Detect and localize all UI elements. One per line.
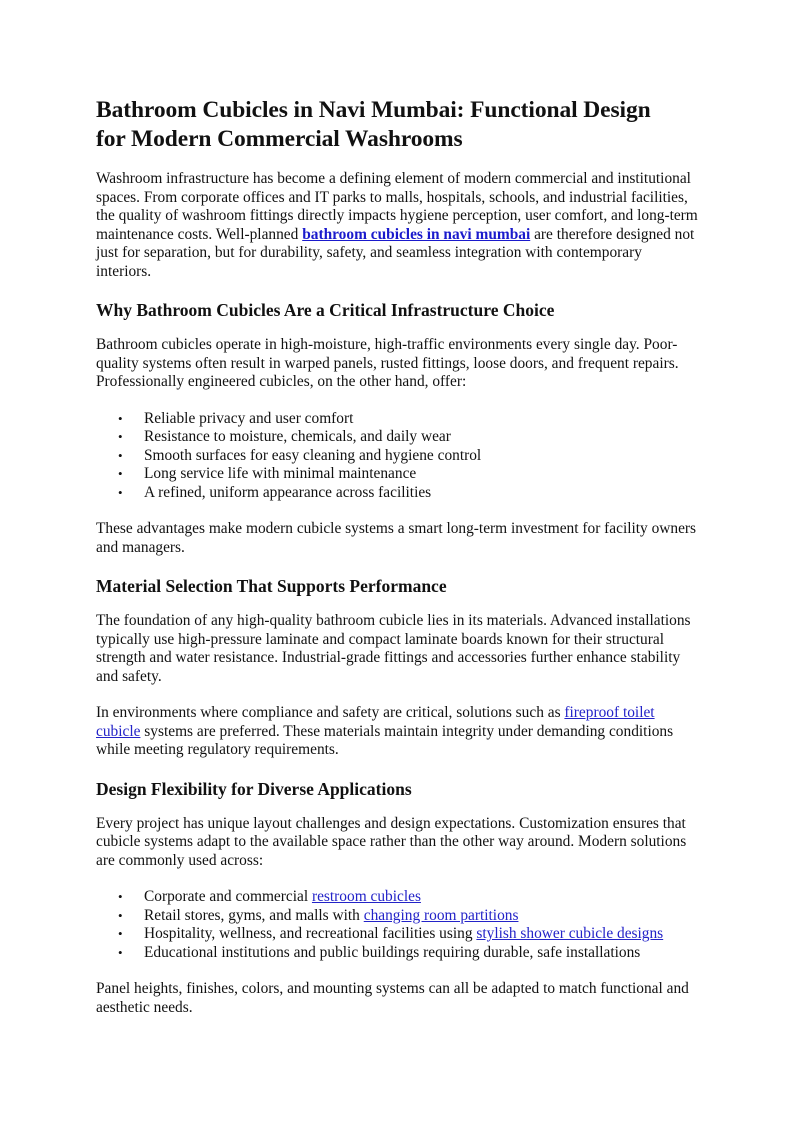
list-item-text: Retail stores, gyms, and malls with <box>144 906 364 924</box>
section2-text-1: In environments where compliance and safety are critical, solutions such as <box>96 704 565 721</box>
bullet-icon: • <box>118 410 123 426</box>
section1-paragraph-2: These advantages make modern cubicle systems a smart long-term investment for facility owners and managers. <box>96 520 697 556</box>
bullet-icon: • <box>118 484 123 500</box>
list-item <box>96 410 700 429</box>
list-item <box>96 925 700 944</box>
bullet-icon: • <box>118 944 123 960</box>
list-item-text: Educational institutions and public buildings requiring durable, safe installations <box>144 943 641 961</box>
list-item-text: Reliable privacy and user comfort <box>144 409 354 427</box>
list-item <box>96 484 700 503</box>
link-restroom-cubicles[interactable]: restroom cubicles <box>311 888 421 905</box>
section-heading-material: Material Selection That Supports Performance <box>96 576 447 596</box>
list-item-text: Resistance to moisture, chemicals, and daily wear <box>144 428 451 445</box>
document-page <box>96 96 700 1035</box>
section-heading-design: Design Flexibility for Diverse Applications <box>96 778 412 799</box>
list-item-text: Hospitality, wellness, and recreational facilities using <box>144 925 477 942</box>
list-item-text: Long service life with minimal maintenance <box>144 465 417 482</box>
section3-paragraph-1: Every project has unique layout challenges and design expectations. Customization ensures that cubicle systems adapt to the available space rather than the other way around. Modern solutions are commonly used across: <box>96 814 687 869</box>
intro-text-2: are therefore designed not just for separation, but for durability, safety, and seamless integration with contemporary interiors. <box>96 225 695 280</box>
section2-paragraph-2 <box>96 704 700 760</box>
bullet-icon: • <box>118 447 123 463</box>
list-item-text: Smooth surfaces for easy cleaning and hygiene control <box>144 446 482 464</box>
list-item-text: A refined, uniform appearance across facilities <box>144 483 432 501</box>
bullet-icon: • <box>118 429 123 444</box>
bullet-icon: • <box>118 907 123 923</box>
section-heading-why: Why Bathroom Cubicles Are a Critical Infrastructure Choice <box>96 300 555 320</box>
list-item-text: Corporate and commercial <box>144 888 312 905</box>
list-item <box>96 465 700 484</box>
list-item <box>96 447 700 466</box>
section2-paragraph-1: The foundation of any high-quality bathroom cubicle lies in its materials. Advanced installations typically use high-pressure laminate and compact laminate boards known for their structural strength and water resistance. Industrial-grade fittings and accessories further enhance stability and safety. <box>96 612 691 685</box>
title-line-2: for Modern Commercial Washrooms <box>96 126 463 152</box>
list-item <box>96 944 700 963</box>
bullet-icon: • <box>118 466 123 481</box>
bullet-icon: • <box>118 889 123 904</box>
link-changing-room-partitions[interactable]: changing room partitions <box>363 906 519 924</box>
title-line-1: Bathroom Cubicles in Navi Mumbai: Functional Design <box>96 97 651 123</box>
applications-list <box>96 888 700 962</box>
bullet-icon: • <box>118 926 123 941</box>
section1-paragraph-1: Bathroom cubicles operate in high-moisture, high-traffic environments every single day. Poor-quality systems often result in warped panels, rusted fittings, loose doors, and frequent repairs. Professionally engineered cubicles, on the other hand, offer: <box>96 336 679 390</box>
link-bathroom-cubicles-navi-mumbai[interactable]: bathroom cubicles in navi mumbai <box>302 225 531 243</box>
link-fireproof-toilet-cubicle[interactable]: fireproof toilet cubicle <box>96 704 655 740</box>
benefits-list <box>96 410 700 503</box>
intro-paragraph <box>96 170 700 281</box>
list-item <box>96 907 700 926</box>
link-stylish-shower-cubicle-designs[interactable]: stylish shower cubicle designs <box>476 925 664 942</box>
intro-text-1: Washroom infrastructure has become a defining element of modern commercial and institutional spaces. From corporate offices and IT parks to malls, hospitals, schools, and industrial facilities, the quality of washroom fittings directly impacts hygiene perception, user comfort, and long-term maintenance costs. Well-planned <box>96 170 698 243</box>
list-item <box>96 888 700 907</box>
section3-paragraph-2: Panel heights, finishes, colors, and mounting systems can all be adapted to match functional and aesthetic needs. <box>96 980 689 1016</box>
page-title <box>96 96 700 154</box>
section2-text-2: systems are preferred. These materials maintain integrity under demanding conditions while meeting regulatory requirements. <box>96 722 674 758</box>
list-item <box>96 428 700 447</box>
